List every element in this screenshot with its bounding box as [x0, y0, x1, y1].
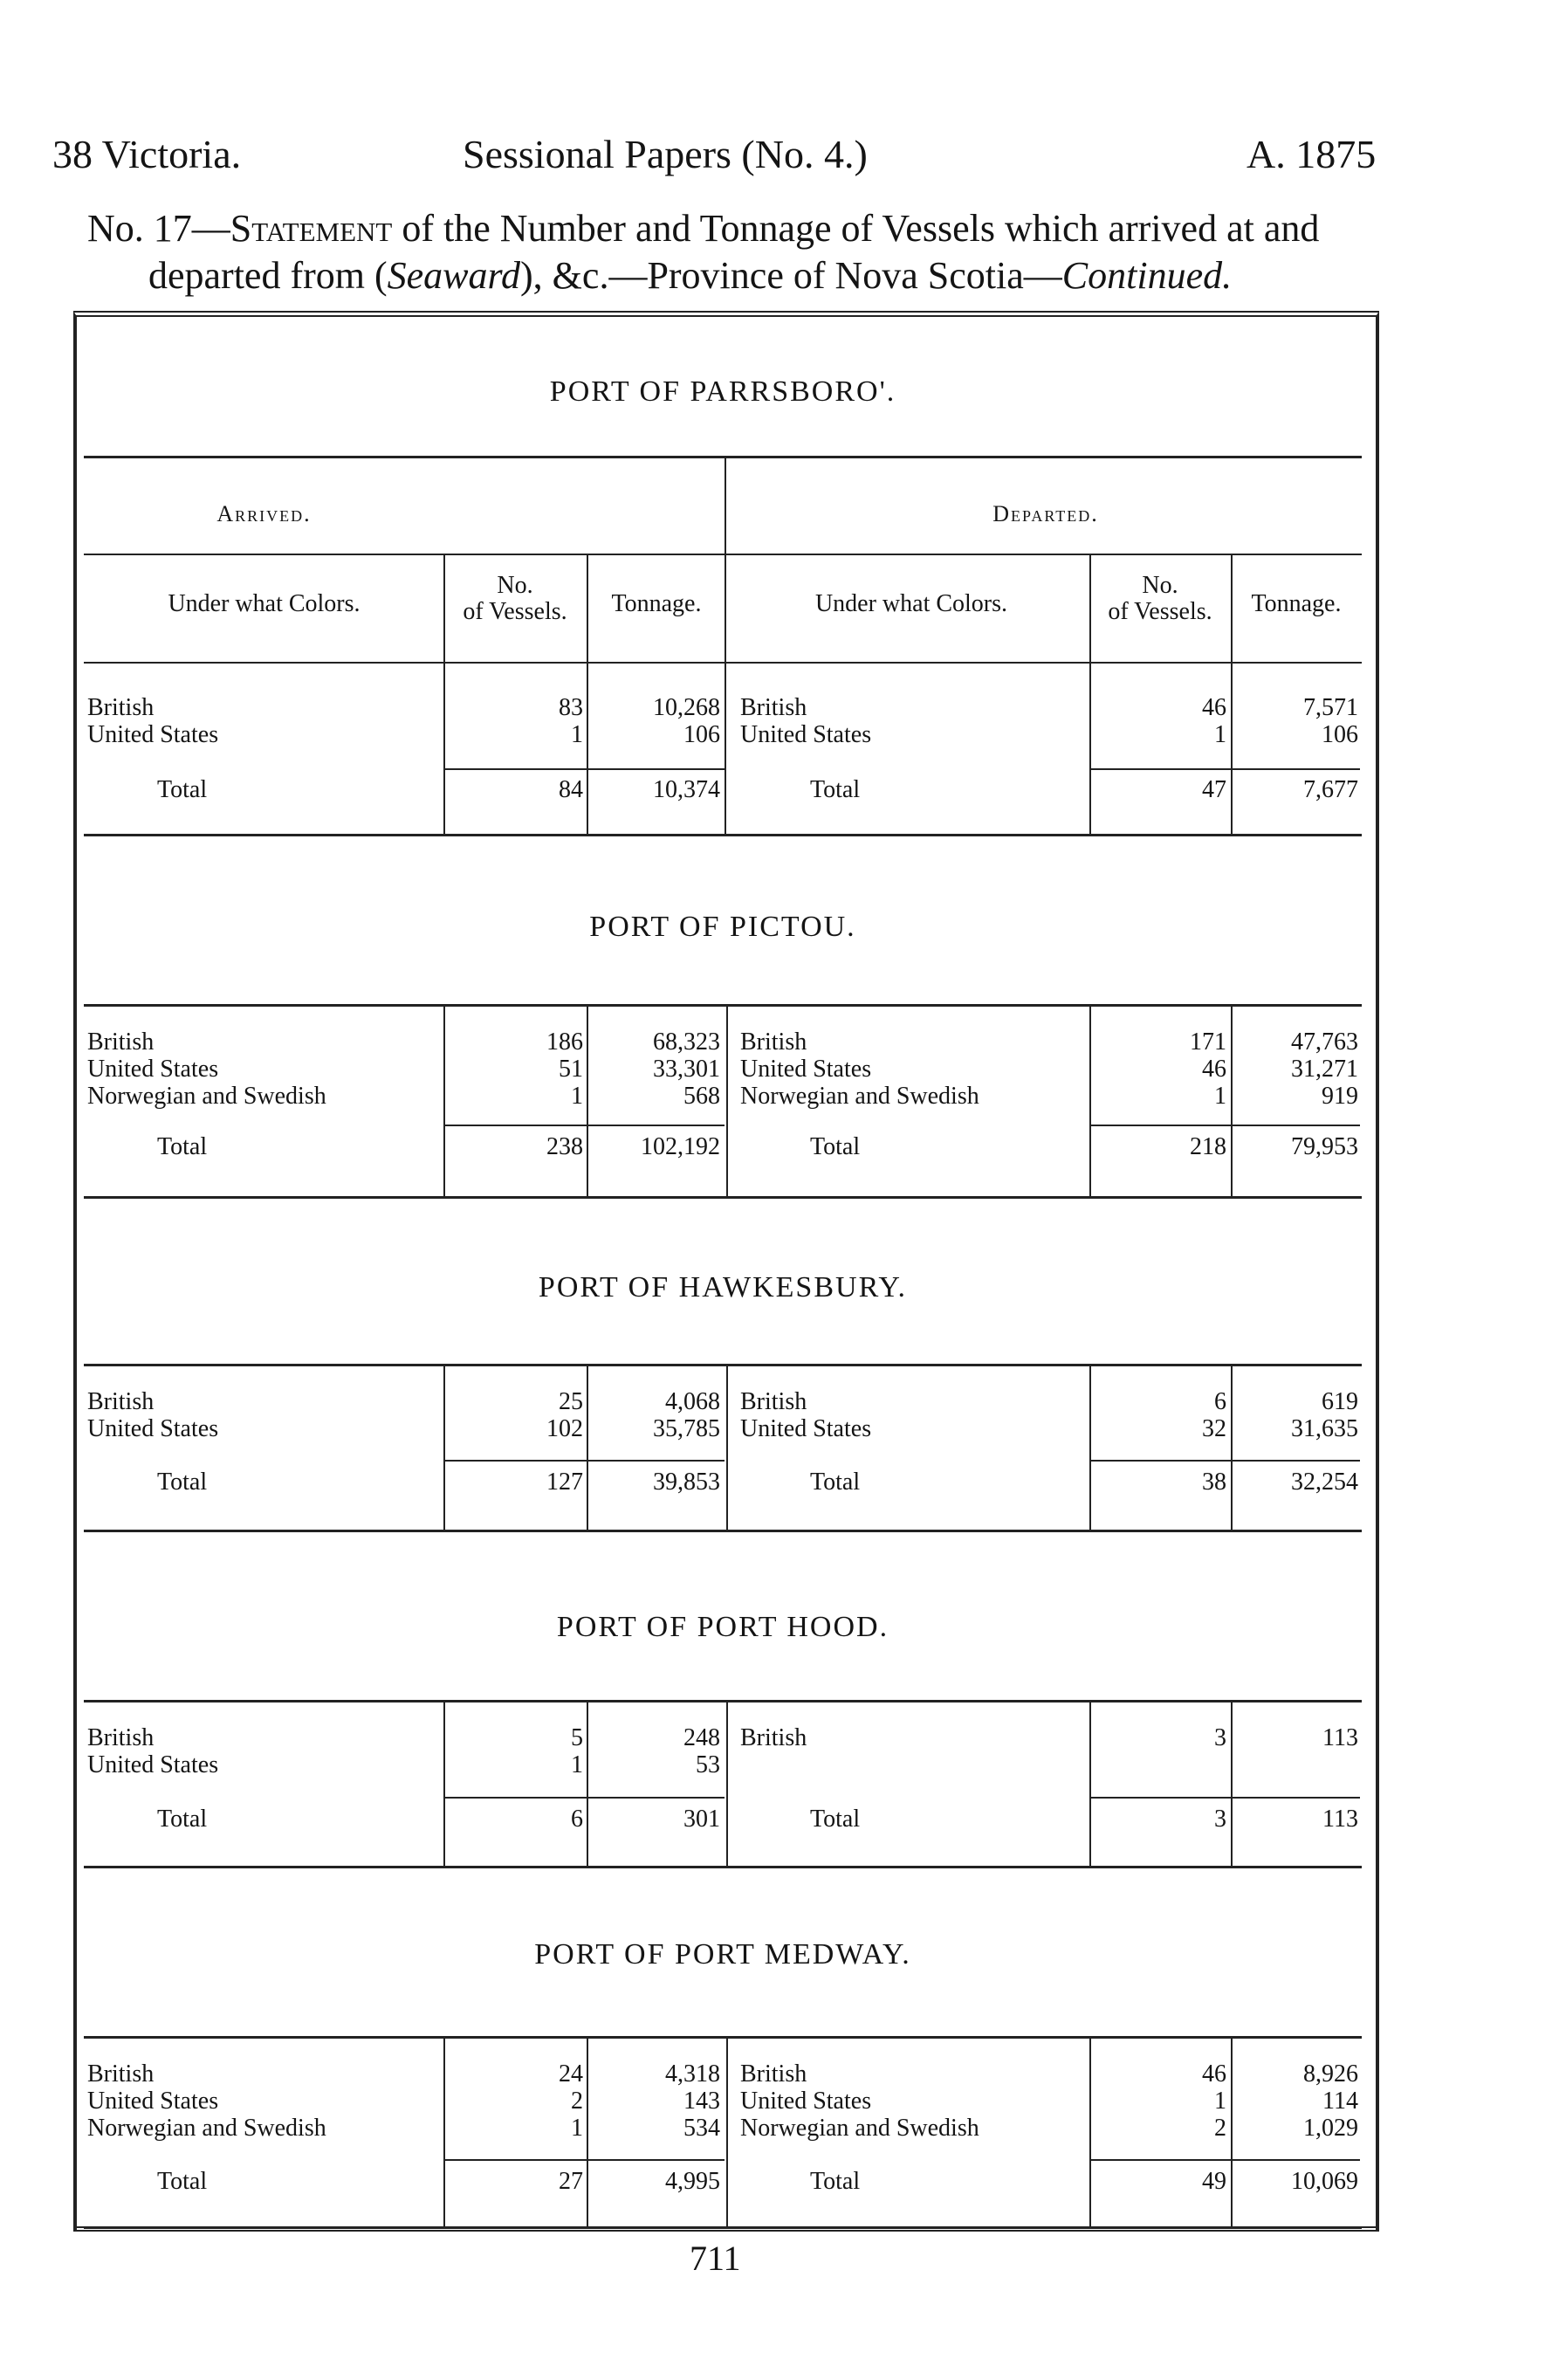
arrived-color-label: United States: [87, 721, 219, 748]
table-rule: [84, 554, 1362, 555]
total-rule: [445, 768, 725, 770]
session-label: 38 Victoria.: [52, 132, 242, 176]
arrived-color-label: British: [87, 2060, 155, 2088]
table-rule: [84, 1530, 1362, 1532]
departed-color-label: British: [740, 1724, 807, 1751]
departed-tonnage-value: 106: [1322, 721, 1358, 748]
departed-subhead: Departed.: [992, 501, 1099, 526]
departed-vessels-value: 6: [1214, 1388, 1226, 1415]
arrived-total-label: Total: [157, 1469, 208, 1496]
arrived-total-tonnage: 4,995: [665, 2168, 720, 2195]
arrived-total-tonnage: 301: [683, 1806, 720, 1833]
arrived-tonnage-value: 4,068: [665, 1388, 720, 1415]
departed-color-label: United States: [740, 1056, 872, 1083]
arrived-color-label: United States: [87, 1415, 219, 1442]
arrived-total-tonnage: 102,192: [641, 1133, 720, 1160]
arrived-vessels-value: 1: [571, 2115, 583, 2142]
arrived-color-label: British: [87, 1388, 155, 1415]
column-divider: [1231, 1004, 1233, 1196]
column-divider: [443, 554, 445, 834]
departed-tonnage-value: 113: [1322, 1724, 1358, 1751]
arrived-color-label: British: [87, 694, 155, 721]
col-head-no-arrived: No.: [497, 572, 533, 599]
column-divider: [726, 2036, 728, 2226]
departed-tonnage-value: 1,029: [1303, 2115, 1358, 2142]
departed-vessels-value: 46: [1202, 2060, 1226, 2088]
departed-total-label: Total: [810, 1133, 861, 1160]
departed-tonnage-value: 31,271: [1291, 1056, 1358, 1083]
table-rule: [84, 1700, 1362, 1702]
arrived-total-tonnage: 10,374: [653, 776, 720, 803]
arrived-vessels-value: 2: [571, 2088, 583, 2115]
arrived-color-label: Norwegian and Swedish: [87, 1083, 326, 1110]
col-head-no-departed: No.: [1142, 572, 1178, 599]
departed-tonnage-value: 47,763: [1291, 1028, 1358, 1056]
column-divider: [1089, 554, 1091, 834]
column-divider: [587, 1004, 588, 1196]
arrived-total-label: Total: [157, 776, 208, 803]
arrived-tonnage-value: 10,268: [653, 694, 720, 721]
arrived-vessels-value: 24: [559, 2060, 583, 2088]
total-rule: [445, 1125, 725, 1126]
departed-total-vessels: 3: [1214, 1806, 1226, 1833]
arrived-tonnage-value: 248: [683, 1724, 720, 1751]
table-rule: [84, 834, 1362, 836]
column-divider: [726, 1364, 728, 1530]
departed-total-label: Total: [810, 1469, 861, 1496]
column-divider: [1089, 1700, 1091, 1866]
table-caption: [87, 205, 1519, 299]
arrived-color-label: United States: [87, 1751, 219, 1778]
arrived-total-vessels: 238: [546, 1133, 583, 1160]
departed-color-label: United States: [740, 1415, 872, 1442]
table-rule: [84, 456, 1362, 458]
column-divider: [443, 1004, 445, 1196]
total-rule: [445, 1797, 725, 1799]
table-rule: [84, 1004, 1362, 1007]
page-number: 711: [690, 2239, 741, 2278]
departed-tonnage-value: 7,571: [1303, 694, 1358, 721]
arrived-tonnage-value: 4,318: [665, 2060, 720, 2088]
arrived-vessels-value: 83: [559, 694, 583, 721]
caption-statement: Statement: [230, 207, 393, 250]
column-divider: [1231, 1364, 1233, 1530]
arrived-total-vessels: 127: [546, 1469, 583, 1496]
port-title: PORT OF PARRSBORO'.: [549, 375, 896, 408]
departed-vessels-value: 46: [1202, 1056, 1226, 1083]
departed-color-label: British: [740, 2060, 807, 2088]
column-divider: [1089, 1004, 1091, 1196]
arrived-tonnage-value: 35,785: [653, 1415, 720, 1442]
column-divider: [587, 1700, 588, 1866]
column-divider: [587, 2036, 588, 2226]
departed-vessels-value: 46: [1202, 694, 1226, 721]
arrived-color-label: Norwegian and Swedish: [87, 2115, 326, 2142]
caption-line1: of the Number and Tonnage of Vessels which arrived at and: [392, 207, 1320, 250]
arrived-color-label: United States: [87, 2088, 219, 2115]
table-rule: [84, 2036, 1362, 2039]
total-rule: [1091, 1125, 1360, 1126]
column-divider: [1089, 2036, 1091, 2226]
column-divider: [443, 2036, 445, 2226]
column-divider: [726, 1004, 728, 1196]
arrived-vessels-value: 186: [546, 1028, 583, 1056]
col-head-vessels-arrived: of Vessels.: [463, 598, 567, 625]
arrived-vessels-value: 102: [546, 1415, 583, 1442]
arrived-total-label: Total: [157, 1806, 208, 1833]
departed-tonnage-value: 31,635: [1291, 1415, 1358, 1442]
departed-total-label: Total: [810, 776, 861, 803]
column-divider: [1231, 2036, 1233, 2226]
departed-total-tonnage: 32,254: [1291, 1469, 1358, 1496]
total-rule: [445, 2159, 725, 2161]
column-divider: [587, 1364, 588, 1530]
port-title: PORT OF PORT HOOD.: [556, 1611, 889, 1643]
column-divider: [1231, 1700, 1233, 1866]
col-head-colors-departed: Under what Colors.: [814, 590, 1008, 617]
arrived-total-vessels: 6: [571, 1806, 583, 1833]
arrived-vessels-value: 1: [571, 1751, 583, 1778]
departed-total-tonnage: 113: [1322, 1806, 1358, 1833]
port-title: PORT OF PICTOU.: [589, 911, 856, 943]
arrived-color-label: United States: [87, 1056, 219, 1083]
table-rule: [84, 2226, 1362, 2229]
arrived-tonnage-value: 143: [683, 2088, 720, 2115]
departed-color-label: British: [740, 694, 807, 721]
departed-color-label: Norwegian and Swedish: [740, 2115, 979, 2142]
departed-total-vessels: 49: [1202, 2168, 1226, 2195]
arrived-tonnage-value: 68,323: [653, 1028, 720, 1056]
departed-total-vessels: 47: [1202, 776, 1226, 803]
departed-color-label: United States: [740, 721, 872, 748]
departed-total-vessels: 38: [1202, 1469, 1226, 1496]
caption-continued: Continued.: [1061, 254, 1233, 297]
column-divider: [1089, 1364, 1091, 1530]
arrived-tonnage-value: 33,301: [653, 1056, 720, 1083]
column-divider: [587, 554, 588, 834]
departed-vessels-value: 1: [1214, 2088, 1226, 2115]
table-rule: [84, 1196, 1362, 1199]
caption-seaward: Seaward: [387, 254, 521, 297]
arrived-vessels-value: 25: [559, 1388, 583, 1415]
departed-total-tonnage: 10,069: [1291, 2168, 1358, 2195]
arrived-total-tonnage: 39,853: [653, 1469, 720, 1496]
port-title: PORT OF HAWKESBURY.: [538, 1271, 908, 1303]
port-title: PORT OF PORT MEDWAY.: [534, 1938, 911, 1971]
table-rule: [84, 1364, 1362, 1366]
departed-color-label: British: [740, 1388, 807, 1415]
arrived-color-label: British: [87, 1724, 155, 1751]
column-divider: [725, 456, 726, 834]
departed-total-tonnage: 7,677: [1303, 776, 1358, 803]
departed-vessels-value: 171: [1190, 1028, 1226, 1056]
total-rule: [1091, 1797, 1360, 1799]
total-rule: [445, 1460, 725, 1462]
arrived-tonnage-value: 568: [683, 1083, 720, 1110]
arrived-vessels-value: 1: [571, 721, 583, 748]
arrived-vessels-value: 51: [559, 1056, 583, 1083]
table-rule: [84, 1866, 1362, 1868]
column-divider: [726, 1700, 728, 1866]
departed-total-vessels: 218: [1190, 1133, 1226, 1160]
departed-vessels-value: 1: [1214, 721, 1226, 748]
arrived-vessels-value: 5: [571, 1724, 583, 1751]
departed-tonnage-value: 8,926: [1303, 2060, 1358, 2088]
table-rule: [84, 662, 1362, 664]
caption-line2a: departed from (: [148, 254, 388, 297]
departed-color-label: British: [740, 1028, 807, 1056]
arrived-color-label: British: [87, 1028, 155, 1056]
caption-line2b: ), &c.—Province of Nova Scotia—: [520, 254, 1062, 297]
departed-total-label: Total: [810, 1806, 861, 1833]
departed-tonnage-value: 919: [1322, 1083, 1358, 1110]
departed-tonnage-value: 619: [1322, 1388, 1358, 1415]
arrived-total-label: Total: [157, 2168, 208, 2195]
col-head-vessels-departed: of Vessels.: [1108, 598, 1212, 625]
arrived-total-vessels: 27: [559, 2168, 583, 2195]
col-head-tonnage-departed: Tonnage.: [1251, 590, 1342, 617]
arrived-total-label: Total: [157, 1133, 208, 1160]
arrived-subhead: Arrived.: [216, 501, 312, 526]
departed-color-label: United States: [740, 2088, 872, 2115]
departed-tonnage-value: 114: [1322, 2088, 1358, 2115]
year-label: A. 1875: [1247, 132, 1377, 176]
col-head-colors-arrived: Under what Colors.: [168, 590, 361, 617]
arrived-tonnage-value: 106: [683, 721, 720, 748]
total-rule: [1091, 1460, 1360, 1462]
departed-color-label: Norwegian and Swedish: [740, 1083, 979, 1110]
arrived-tonnage-value: 53: [696, 1751, 720, 1778]
departed-vessels-value: 3: [1214, 1724, 1226, 1751]
arrived-vessels-value: 1: [571, 1083, 583, 1110]
arrived-tonnage-value: 534: [683, 2115, 720, 2142]
sessional-papers-title: Sessional Papers (No. 4.): [463, 132, 868, 176]
column-divider: [1231, 554, 1233, 834]
column-divider: [443, 1700, 445, 1866]
col-head-tonnage-arrived: Tonnage.: [611, 590, 702, 617]
departed-vessels-value: 32: [1202, 1415, 1226, 1442]
departed-vessels-value: 2: [1214, 2115, 1226, 2142]
departed-total-label: Total: [810, 2168, 861, 2195]
caption-prefix: No. 17—: [87, 207, 230, 250]
arrived-total-vessels: 84: [559, 776, 583, 803]
departed-vessels-value: 1: [1214, 1083, 1226, 1110]
column-divider: [443, 1364, 445, 1530]
total-rule: [1091, 2159, 1360, 2161]
total-rule: [1091, 768, 1360, 770]
departed-total-tonnage: 79,953: [1291, 1133, 1358, 1160]
